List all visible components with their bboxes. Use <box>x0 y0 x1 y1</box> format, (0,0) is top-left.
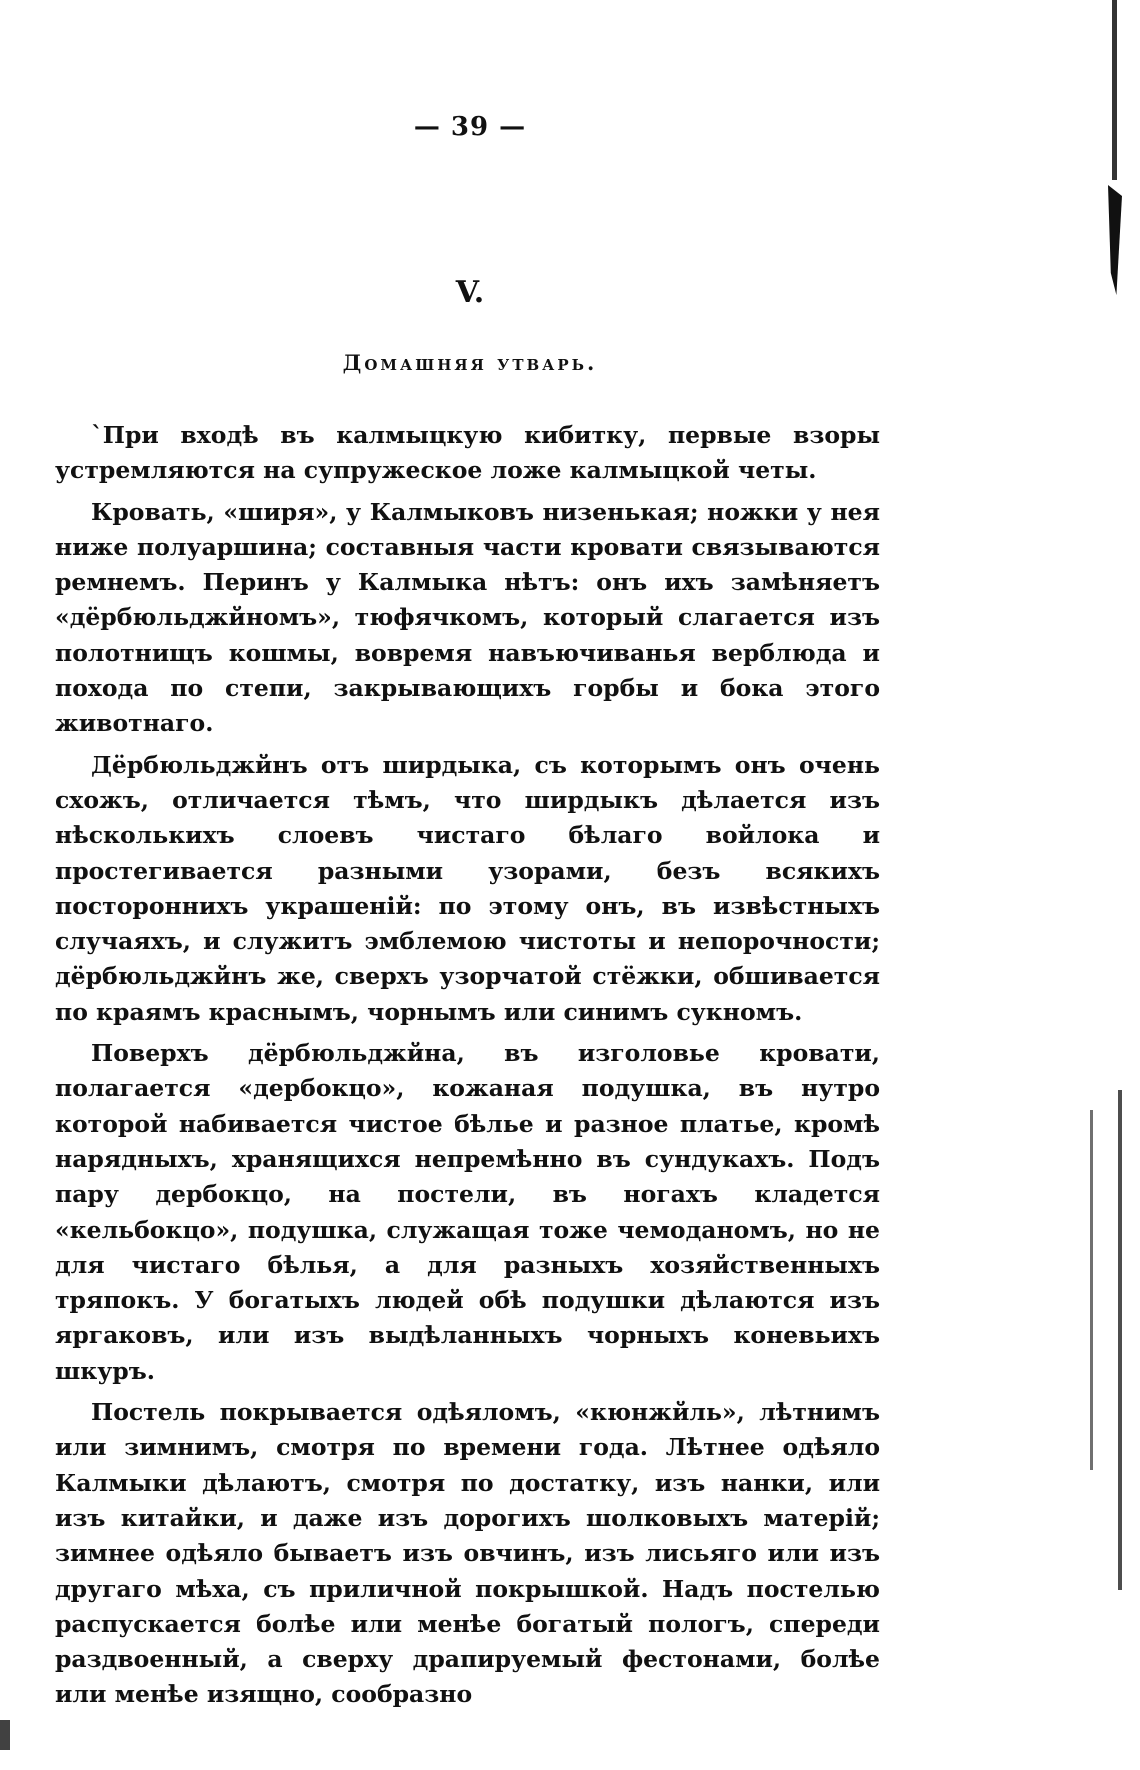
paragraph: Постель покрывается одѣяломъ, «кюнжйль», лѣтнимъ или зимнимъ, смотря по времени года. Лѣтнее одѣяло Калмыки дѣлаютъ, смотря по достатку, изъ нанки, или изъ китайки, и даже изъ дорогихъ шолковыхъ матерій; зимнее одѣяло бываетъ изъ овчинъ, изъ лисьяго или изъ другаго мѣха, съ приличной покрышкой. Надъ постелью распускается болѣе или менѣе богатый пологъ, спереди раздвоенный, а сверху драпируемый фестонами, болѣе или менѣе изящно, сообразно <box>55 1398 880 1709</box>
paragraph: `При входѣ въ калмыцкую кибитку, первые взоры устремляются на супружеское ложе калмыцкой четы. <box>55 421 880 485</box>
paragraph: Кровать, «ширя», у Калмыковъ низенькая; ножки у нея ниже полуаршина; составныя части кровати связываются ремнемъ. Перинъ у Калмыка нѣтъ: онъ ихъ замѣняетъ «дёрбюльджйномъ», тюфячкомъ, который слагается изъ полотнищъ кошмы, вовремя навъючиванья верблюда и похода по степи, закрывающихъ горбы и бока этого животнаго. <box>55 497 880 738</box>
paragraph: Дёрбюльджйнъ отъ ширдыка, съ которымъ онъ очень схожъ, отличается тѣмъ, что ширдыкъ дѣлается изъ нѣсколькихъ слоевъ чистаго бѣлаго войлока и простегивается разными узорами, безъ всякихъ постороннихъ украшеній: по этому онъ, въ извѣстныхъ случаяхъ, и служитъ эмблемою чистоты и непорочности; дёрбюльджйнъ же, сверхъ узорчатой стёжки, обшивается по краямъ краснымъ, чорнымъ или синимъ сукномъ. <box>55 750 880 1026</box>
scan-edge-artifact <box>1112 0 1117 180</box>
scan-edge-artifact <box>0 1720 10 1750</box>
scan-edge-artifact <box>1108 185 1122 295</box>
scan-edge-artifact <box>1090 1110 1093 1470</box>
scan-edge-artifact <box>1118 1090 1122 1590</box>
paragraph: Поверхъ дёрбюльджйна, въ изголовье кровати, полагается «дербокцо», кожаная подушка, въ нутро которой набивается чистое бѣлье и разное платье, кромѣ нарядныхъ, хранящихся непремѣнно въ сундукахъ. Подъ пару дербокцо, на постели, въ ногахъ кладется «кельбокцо», подушка, служащая тоже чемоданомъ, но не для чистаго бѣлья, а для разныхъ хозяйственныхъ тряпокъ. У богатыхъ людей обѣ подушки дѣлаются изъ яргаковъ, или изъ выдѣланныхъ чорныхъ коневьихъ шкуръ. <box>55 1039 880 1385</box>
page-number: — 39 — <box>413 112 527 142</box>
body-text <box>55 418 880 1719</box>
chapter-title: Домашняя утварь. <box>342 350 598 375</box>
chapter-number: V. <box>455 275 485 310</box>
